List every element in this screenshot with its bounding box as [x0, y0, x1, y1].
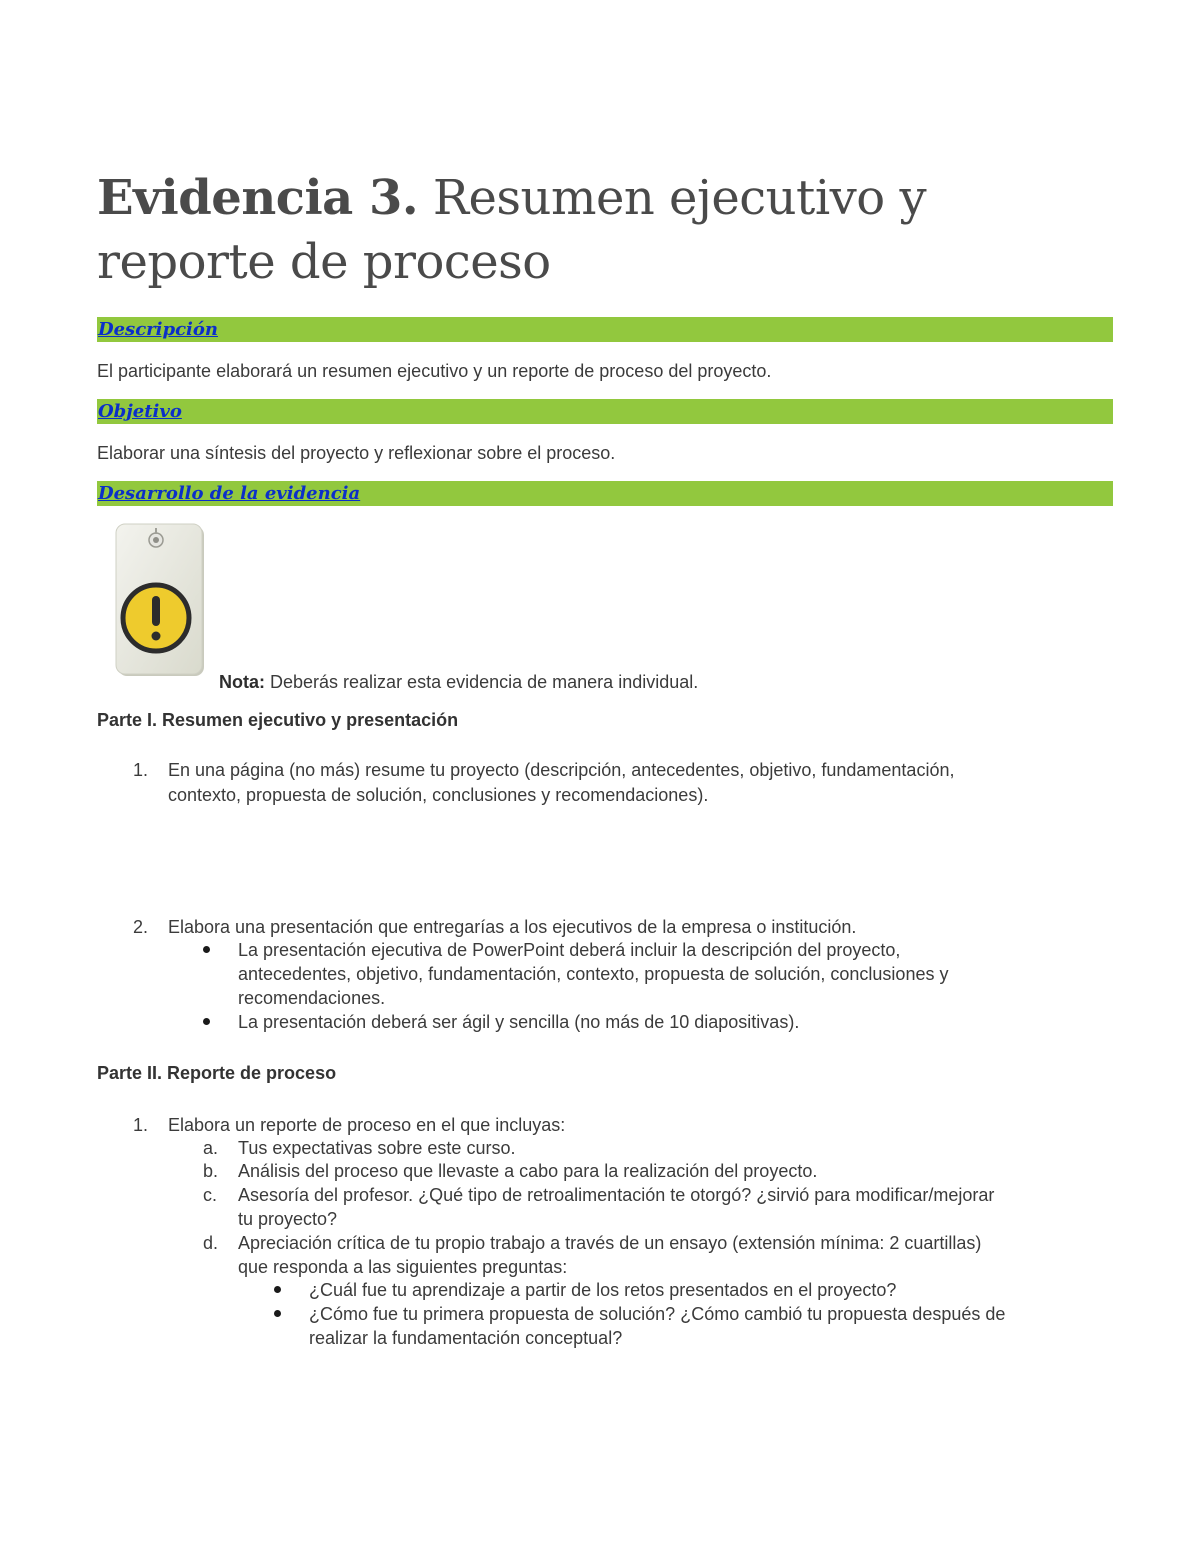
bullet-line: La presentación ejecutiva de PowerPoint deberá incluir la descripción del proyecto, — [238, 940, 901, 960]
question-line: ¿Cuál fue tu aprendizaje a partir de los retos presentados en el proyecto? — [309, 1280, 897, 1300]
objetivo-text: Elaborar una síntesis del proyecto y reflexionar sobre el proceso. — [97, 443, 616, 463]
objetivo-link[interactable]: Objetivo — [98, 401, 182, 422]
bullet-line: recomendaciones. — [238, 988, 386, 1008]
question-line: realizar la fundamentación conceptual? — [309, 1328, 623, 1348]
list-marker: 1. — [133, 1115, 149, 1135]
section-bar-objetivo — [97, 399, 1113, 424]
title-rest: Resumen ejecutivo y reporte de proceso — [97, 170, 927, 290]
bullet-dot — [203, 946, 210, 953]
title-bold: Evidencia 3. — [97, 170, 419, 226]
bullet-dot — [203, 1018, 210, 1025]
sub-item-line: Análisis del proceso que llevaste a cabo para la realización del proyecto. — [238, 1161, 818, 1181]
note-text: Deberás realizar esta evidencia de manera individual. — [265, 672, 699, 692]
page-title — [97, 166, 1113, 294]
bullet-line: antecedentes, objetivo, fundamentación, contexto, propuesta de solución, conclusiones y — [238, 964, 949, 984]
sub-item-line: Apreciación crítica de tu propio trabajo a través de un ensayo (extensión mínima: 2 cuartillas) — [238, 1233, 982, 1253]
list-marker: 2. — [133, 917, 149, 937]
descripcion-text: El participante elaborará un resumen ejecutivo y un reporte de proceso del proyecto. — [97, 361, 772, 381]
section-bar-desarrollo — [97, 481, 1113, 506]
bullet-line: La presentación deberá ser ágil y sencilla (no más de 10 diapositivas). — [238, 1012, 800, 1032]
list-item-line: Elabora una presentación que entregarías a los ejecutivos de la empresa o institución. — [168, 917, 857, 937]
sub-item-line: Asesoría del profesor. ¿Qué tipo de retroalimentación te otorgó? ¿sirvió para modificar/mejorar — [238, 1185, 995, 1205]
list-item-line: En una página (no más) resume tu proyecto (descripción, antecedentes, objetivo, fundamentación, — [168, 760, 955, 780]
bullet-dot — [274, 1310, 281, 1317]
note-label: Nota: — [219, 672, 265, 692]
sub-marker: c. — [203, 1185, 218, 1205]
sub-item-line: que responda a las siguientes preguntas: — [238, 1257, 568, 1277]
descripcion-link[interactable]: Descripción — [98, 319, 218, 340]
sub-marker: d. — [203, 1233, 219, 1253]
note — [219, 671, 698, 694]
list-item-line: Elabora un reporte de proceso en el que incluyas: — [168, 1115, 566, 1135]
question-line: ¿Cómo fue tu primera propuesta de solución? ¿Cómo cambió tu propuesta después de — [309, 1304, 1006, 1324]
sub-item-line: tu proyecto? — [238, 1209, 338, 1229]
bullet-dot — [274, 1286, 281, 1293]
parte1-heading: Parte I. Resumen ejecutivo y presentación — [97, 710, 459, 730]
section-bar-descripcion — [97, 317, 1113, 342]
warning-tag-icon — [115, 522, 207, 680]
sub-item-line: Tus expectativas sobre este curso. — [238, 1138, 516, 1158]
list-item-line: contexto, propuesta de solución, conclusiones y recomendaciones). — [168, 785, 709, 805]
sub-marker: b. — [203, 1161, 219, 1181]
sub-marker: a. — [203, 1138, 219, 1158]
desarrollo-link[interactable]: Desarrollo de la evidencia — [98, 483, 361, 504]
parte2-heading: Parte II. Reporte de proceso — [97, 1063, 337, 1083]
list-marker: 1. — [133, 760, 149, 780]
